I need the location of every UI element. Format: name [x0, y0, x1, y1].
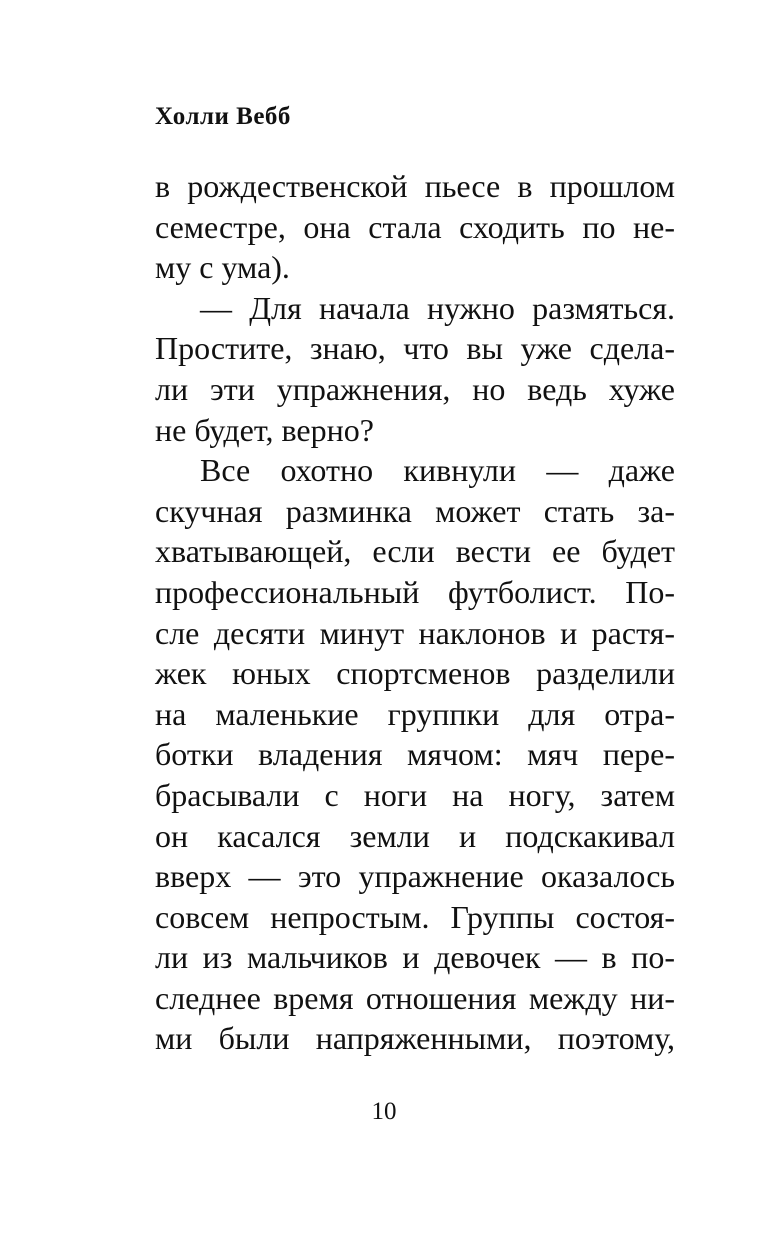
- body-text: [155, 166, 675, 1059]
- page-number: 10: [371, 1098, 397, 1125]
- text-line: му с ума).: [155, 249, 290, 286]
- text-line: — Для начала нужно размяться.: [200, 289, 675, 326]
- text-line: ли из мальчиков и девочек — в по-: [155, 939, 675, 976]
- text-line: сле десяти минут наклонов и растя-: [155, 614, 675, 651]
- text-line: профессиональный футболист. По-: [155, 573, 675, 610]
- running-head: Холли Вебб: [155, 103, 291, 130]
- text-line: на маленькие группки для отра-: [155, 695, 675, 732]
- text-line: брасывали с ноги на ногу, затем: [155, 776, 675, 813]
- text-line: семестре, она стала сходить по не-: [155, 208, 675, 245]
- text-line: хватывающей, если вести ее будет: [155, 533, 675, 570]
- text-line: не будет, верно?: [155, 411, 374, 448]
- text-line: вверх — это упражнение оказалось: [155, 858, 675, 895]
- text-line: ли эти упражнения, но ведь хуже: [155, 370, 675, 407]
- text-line: Все охотно кивнули — даже: [200, 452, 675, 489]
- text-line: ботки владения мячом: мяч пере-: [155, 736, 675, 773]
- text-line: жек юных спортсменов разделили: [155, 655, 675, 692]
- text-line: в рождественской пьесе в прошлом: [155, 168, 675, 204]
- text-line: ми были напряженными, поэтому,: [155, 1020, 675, 1057]
- text-line: он касался земли и подскакивал: [155, 817, 675, 854]
- text-line: следнее время отношения между ни-: [155, 979, 675, 1016]
- text-line: Простите, знаю, что вы уже сдела-: [155, 330, 675, 367]
- text-line: скучная разминка может стать за-: [155, 492, 675, 529]
- text-line: совсем непростым. Группы состоя-: [155, 898, 675, 935]
